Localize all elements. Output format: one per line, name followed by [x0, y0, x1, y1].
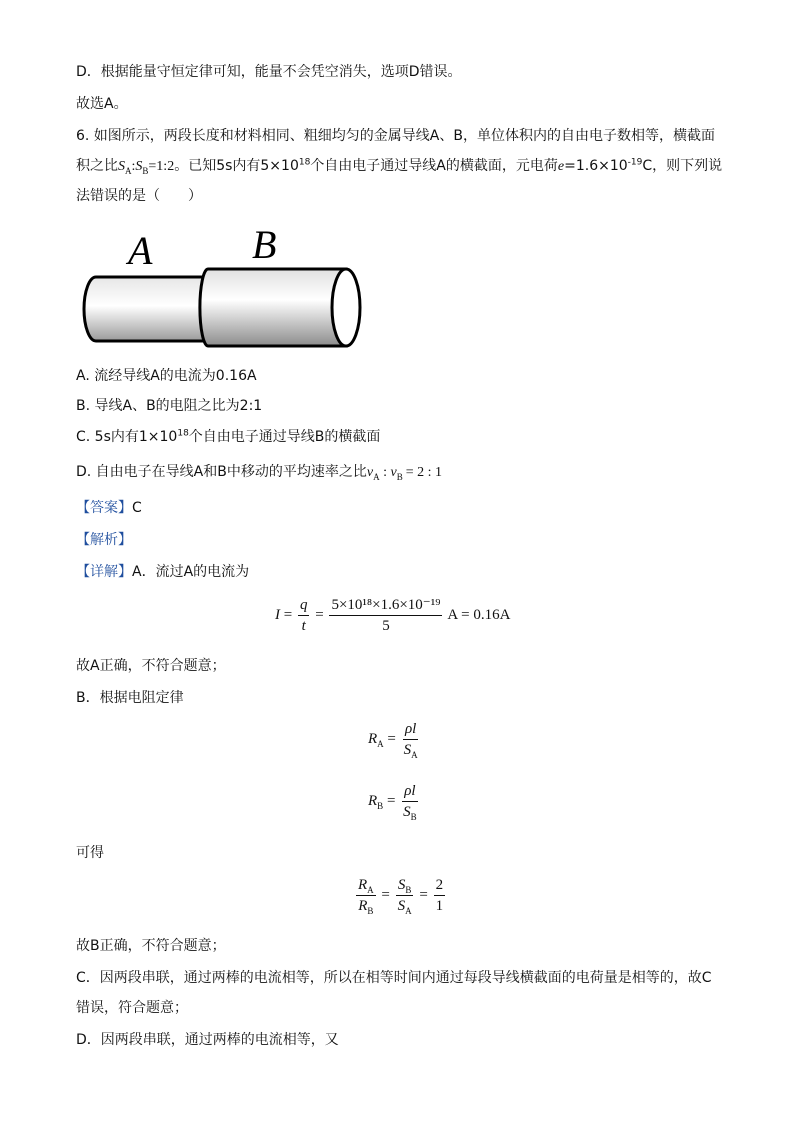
option-d: D. 自由电子在导线A和B中移动的平均速率之比$v_A$ : $v_B = 2$ : 1	[76, 464, 443, 482]
equation-ratio: $\frac{R_A}{R_B}$ = $\frac{S_B}{S_A}$ = $\frac{2}{1}$	[358, 877, 444, 916]
equation-rb: $R_B$ = $\frac{\rho l}{S_B}$	[368, 783, 417, 822]
option-a: A. 流经导线A的电流为0.16A	[76, 368, 257, 384]
kede: 可得	[76, 845, 104, 861]
option-b: B. 导线A、B的电阻之比为2:1	[76, 398, 263, 414]
detail-a-intro: 【详解】A．流过A的电流为	[76, 564, 250, 580]
prev-option-d: D．根据能量守恒定律可知，能量不会凭空消失，选项D错误。	[76, 64, 462, 80]
detail-c-line-2: 错误，符合题意；	[76, 1000, 188, 1016]
option-c: C. 5s内有$1\times 10^{18}$个自由电子通过导线B的横截面	[76, 428, 381, 445]
wire-b-end-face	[332, 269, 360, 346]
label-b: B	[252, 224, 277, 267]
equation-ra: $R_A$ = $\frac{\rho l}{S_A}$	[368, 721, 418, 760]
wire-figure	[76, 224, 376, 358]
prev-conclusion: 故选A。	[76, 96, 128, 112]
label-a: A	[128, 228, 153, 273]
detail-b-intro: B．根据电阻定律	[76, 690, 184, 706]
equation-current: I = $\frac{q}{t}$ = $\frac{\text{5×10¹⁸×1.6×10⁻¹⁹}}{5}$ A = 0.16A	[275, 597, 511, 634]
question-line-3: 法错误的是（ ）	[76, 188, 202, 204]
detail-d-line: D．因两段串联，通过两棒的电流相等，又	[76, 1032, 339, 1048]
question-line-2: 积之比$S_A:S_B=1:2$。已知5s内有$5\times 10^{18}$个自由电子通过导线A的横截面，元电荷$e=1.6\times 10^{-19}C$，则下列说	[76, 157, 723, 176]
analysis-heading: 【解析】	[76, 532, 132, 548]
detail-b-conclusion: 故B正确，不符合题意；	[76, 938, 226, 954]
detail-c-line-1: C．因两段串联，通过两棒的电流相等，所以在相等时间内通过每段导线横截面的电荷量是相等的，故C	[76, 970, 712, 986]
wire-a-body	[84, 277, 211, 341]
detail-a-conclusion: 故A正确，不符合题意；	[76, 658, 226, 674]
wire-b-body	[200, 269, 346, 346]
question-line-1: 6. 如图所示，两段长度和材料相同、粗细均匀的金属导线A、B，单位体积内的自由电子数相等，横截面	[76, 128, 715, 144]
answer: 【答案】C	[76, 500, 142, 516]
